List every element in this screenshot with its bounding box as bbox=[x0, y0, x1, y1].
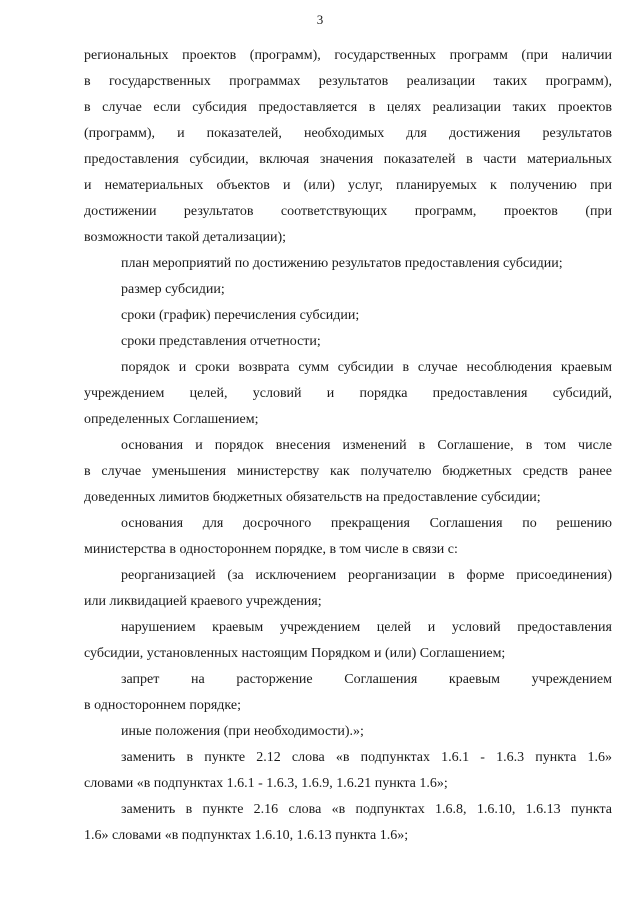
text-line: заменить в пункте 2.12 слова «в подпунктах 1.6.1 - 1.6.3 пункта 1.6» bbox=[121, 750, 612, 765]
text-line: запрет на расторжение Соглашения краевым учреждением bbox=[121, 672, 612, 687]
text-line: или ликвидацией краевого учреждения; bbox=[84, 594, 322, 609]
text-line: предоставления субсидии, включая значения показателей в части материальных bbox=[84, 152, 612, 167]
text-line: в случае уменьшения министерству как получателю бюджетных средств ранее bbox=[84, 464, 612, 479]
text-line: возможности такой детализации); bbox=[84, 230, 286, 245]
document-body bbox=[84, 43, 612, 849]
text-line: план мероприятий по достижению результатов предоставления субсидии; bbox=[121, 256, 563, 271]
text-line: иные положения (при необходимости).»; bbox=[121, 724, 364, 739]
page-number: 3 bbox=[316, 12, 324, 27]
text-line: сроки представления отчетности; bbox=[121, 334, 321, 349]
text-line: размер субсидии; bbox=[121, 282, 225, 297]
text-line: доведенных лимитов бюджетных обязательств на предоставление субсидии; bbox=[84, 490, 541, 505]
text-line: основания и порядок внесения изменений в Соглашение, в том числе bbox=[121, 438, 612, 453]
text-line: сроки (график) перечисления субсидии; bbox=[121, 308, 360, 323]
text-line: 1.6» словами «в подпунктах 1.6.10, 1.6.13 пункта 1.6»; bbox=[84, 828, 409, 843]
text-line: реорганизацией (за исключением реорганизации в форме присоединения) bbox=[121, 568, 612, 583]
text-line: региональных проектов (программ), государственных программ (при наличии bbox=[84, 48, 612, 63]
text-line: в случае если субсидия предоставляется в целях реализации таких проектов bbox=[84, 100, 612, 115]
text-line: порядок и сроки возврата сумм субсидии в случае несоблюдения краевым bbox=[121, 360, 612, 375]
text-line: (программ), и показателей, необходимых для достижения результатов bbox=[84, 126, 612, 141]
text-line: субсидии, установленных настоящим Порядком и (или) Соглашением; bbox=[84, 646, 506, 661]
text-line: основания для досрочного прекращения Соглашения по решению bbox=[121, 516, 612, 531]
text-line: министерства в одностороннем порядке, в том числе в связи с: bbox=[84, 542, 458, 557]
text-line: в государственных программах результатов реализации таких программ), bbox=[84, 74, 612, 89]
text-line: учреждением целей, условий и порядка предоставления субсидий, bbox=[84, 386, 612, 401]
text-line: нарушением краевым учреждением целей и условий предоставления bbox=[121, 620, 612, 635]
text-line: определенных Соглашением; bbox=[84, 412, 259, 427]
text-line: в одностороннем порядке; bbox=[84, 698, 241, 713]
text-line: словами «в подпунктах 1.6.1 - 1.6.3, 1.6.9, 1.6.21 пункта 1.6»; bbox=[84, 776, 448, 791]
text-line: достижении результатов соответствующих программ, проектов (при bbox=[84, 204, 612, 219]
text-line: и нематериальных объектов и (или) услуг, планируемых к получению при bbox=[84, 178, 612, 193]
text-line: заменить в пункте 2.16 слова «в подпунктах 1.6.8, 1.6.10, 1.6.13 пункта bbox=[121, 802, 612, 817]
